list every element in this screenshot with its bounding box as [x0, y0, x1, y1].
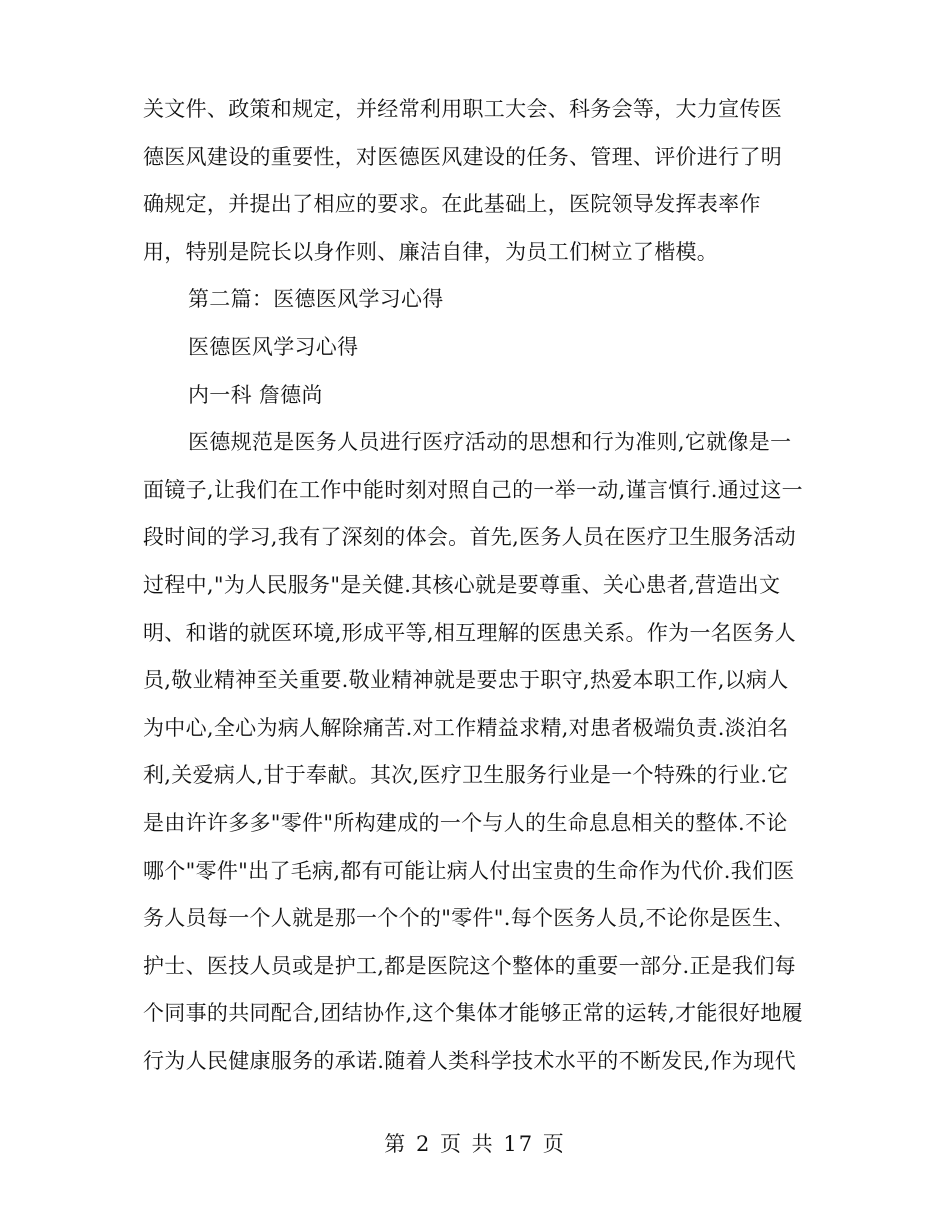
paragraph-line: 护士、医技人员或是护工,都是医院这个整体的重要一部分.正是我们每 — [143, 953, 796, 978]
paragraph-line: 明、和谐的就医环境,形成平等,相互理解的医患关系。作为一名医务人 — [143, 620, 796, 645]
paragraph-line: 德医风建设的重要性，对医德医风建设的任务、管理、评价进行了明 — [143, 144, 782, 169]
paragraph-line: 是由许许多多"零件"所构建成的一个与人的生命息息相关的整体.不论 — [143, 810, 788, 835]
paragraph-line: 用，特别是院长以身作则、廉洁自律，为员工们树立了楷模。 — [143, 239, 719, 264]
paragraph-line: 员,敬业精神至关重要.敬业精神就是要忠于职守,热爱本职工作,以病人 — [143, 668, 789, 693]
paragraph-line: 利,关爱病人,甘于奉献。其次,医疗卫生服务行业是一个特殊的行业.它 — [143, 763, 789, 788]
section-heading: 第二篇：医德医风学习心得 — [188, 287, 444, 312]
page-footer: 第 2 页 共 17 页 — [384, 1132, 566, 1156]
paragraph-line: 务人员每一个人就是那一个个的"零件".每个医务人员,不论你是医生、 — [143, 906, 795, 931]
paragraph-line: 关文件、政策和规定，并经常利用职工大会、科务会等，大力宣传医 — [143, 97, 782, 121]
author-line: 内一科 詹德尚 — [188, 382, 323, 407]
article-title: 医德医风学习心得 — [188, 334, 359, 359]
paragraph-line: 确规定，并提出了相应的要求。在此基础上，医院领导发挥表率作 — [143, 192, 761, 217]
paragraph-line: 行为人民健康服务的承诺.随着人类科学技术水平的不断发民,作为现代 — [143, 1048, 796, 1073]
paragraph-line: 过程中,"为人民服务"是关健.其核心就是要尊重、关心患者,营造出文 — [143, 572, 781, 597]
paragraph-line: 为中心,全心为病人解除痛苦.对工作精益求精,对患者极端负责.淡泊名 — [143, 715, 789, 740]
paragraph-line: 段时间的学习,我有了深刻的体会。首先,医务人员在医疗卫生服务活动 — [143, 525, 796, 550]
paragraph-line: 个同事的共同配合,团结协作,这个集体才能够正常的运转,才能很好地履 — [143, 1001, 803, 1026]
paragraph-line: 面镜子,让我们在工作中能时刻对照自己的一举一动,谨言慎行.通过这一 — [143, 477, 803, 502]
document-body — [143, 86, 813, 1085]
paragraph-line: 医德规范是医务人员进行医疗活动的思想和行为准则,它就像是一 — [188, 430, 792, 455]
paragraph-line: 哪个"零件"出了毛病,都有可能让病人付出宝贵的生命作为代价.我们医 — [143, 858, 795, 883]
